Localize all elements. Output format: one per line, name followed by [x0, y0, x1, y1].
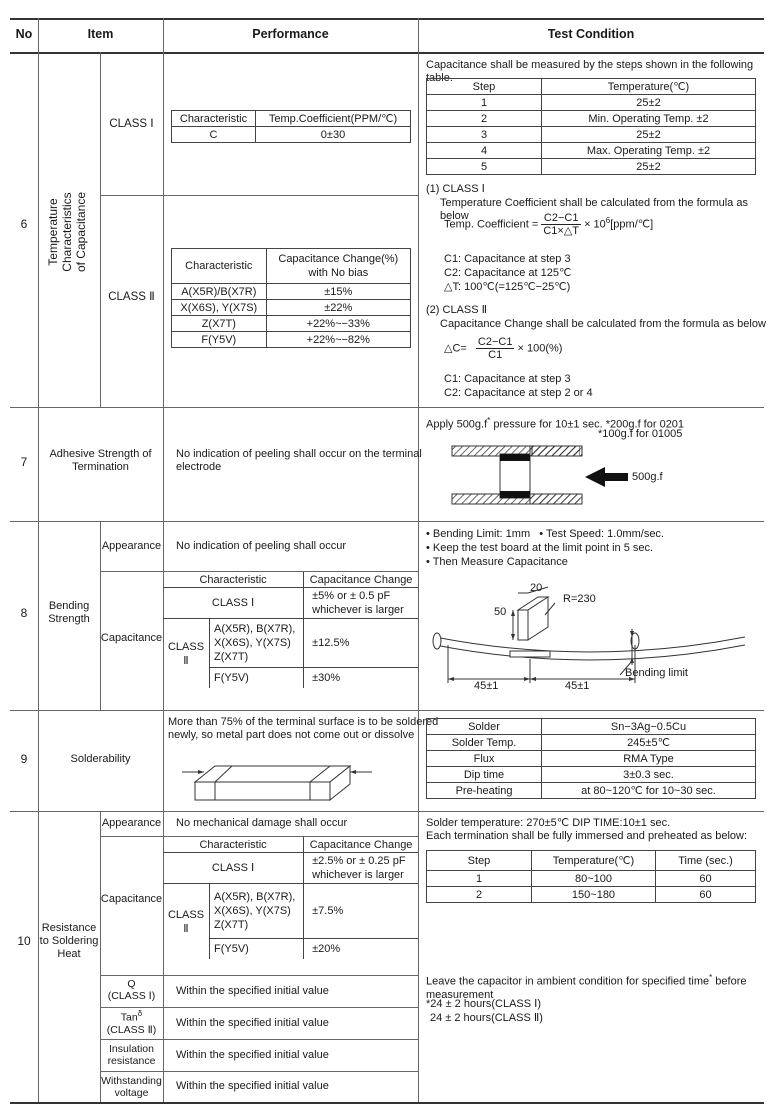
tc-denominator: C1×△T — [543, 225, 579, 237]
row6-class-divider — [100, 195, 418, 196]
td: 80~100 — [532, 871, 656, 887]
row6-class1-label: CLASS Ⅰ — [109, 118, 154, 130]
col-sep-performance — [418, 18, 419, 1102]
row10-tan-text: Within the specified initial value — [176, 1017, 329, 1029]
td: 25±2 — [542, 95, 756, 111]
tc-label: Temp. Coefficient = — [444, 218, 539, 231]
td: Flux — [427, 751, 542, 767]
bending-limit-label: Bending limit — [625, 667, 688, 679]
row6-intro: Capacitance shall be measured by the steps shown in the following table. — [426, 59, 754, 84]
th: Capacitance Change — [304, 837, 418, 853]
td: 245±5℃ — [542, 735, 756, 751]
row10-wv-text: Within the specified initial value — [176, 1080, 329, 1092]
cc-fraction — [476, 336, 515, 361]
td: ±15% — [266, 284, 410, 300]
row10-ins-text: Within the specified initial value — [176, 1049, 329, 1061]
td: 4 — [427, 143, 542, 159]
td: at 80~120℃ for 10~30 sec. — [542, 783, 756, 799]
td: 0±30 — [256, 127, 411, 143]
td: ±12.5% — [304, 619, 418, 668]
row6-class2-title: (2) CLASS Ⅱ — [426, 304, 488, 316]
tc-formula — [444, 212, 653, 237]
th: Capacitance Change — [304, 572, 418, 588]
td: Z(X7T) — [172, 316, 267, 332]
td: CLASS Ⅰ — [163, 588, 304, 619]
row8-item: Bending Strength — [48, 600, 90, 625]
row9-no: 9 — [20, 752, 28, 766]
td: Solder — [427, 719, 542, 735]
td: A(X5R), B(X7R), X(X6S), Y(X7S) Z(X7T) — [210, 884, 304, 939]
tc-numerator: C2−C1 — [541, 212, 581, 225]
td: 150~180 — [532, 887, 656, 903]
td: CLASS Ⅱ — [163, 884, 210, 960]
row6-class1-title: (1) CLASS Ⅰ — [426, 183, 485, 195]
td: +22%~−82% — [266, 332, 410, 348]
td: 25±2 — [542, 159, 756, 175]
row10-step-table — [426, 850, 756, 903]
row10-cap-table — [163, 837, 418, 959]
row10-ins-label: Insulation resistance — [107, 1043, 156, 1067]
row10-wv-label: Withstanding voltage — [101, 1075, 162, 1099]
td: 1 — [427, 871, 532, 887]
tan-label-a: Tan — [120, 1011, 138, 1024]
row10-appearance-label: Appearance — [101, 817, 162, 829]
td: A(X5R), B(X7R), X(X6S), Y(X7S) Z(X7T) — [210, 619, 304, 668]
row10-item: Resistance to Soldering Heat — [39, 922, 99, 960]
row10-tan-label — [100, 1008, 163, 1036]
td: F(Y5V) — [172, 332, 267, 348]
row9-solder-table — [426, 718, 756, 799]
td: ±30% — [304, 668, 418, 689]
row-sep-7-8 — [10, 521, 764, 522]
td: Pre-heating — [427, 783, 542, 799]
td: CLASS Ⅱ — [163, 619, 210, 689]
dim-45b: 45±1 — [565, 680, 590, 692]
dim-r: R=230 — [563, 593, 596, 605]
td: ±2.5% or ± 0.25 pF whichever is larger — [304, 853, 418, 884]
th: Characteristic — [163, 837, 304, 853]
row9-item: Solderability — [70, 753, 131, 765]
row6-class-sep — [100, 52, 101, 407]
cc-formula — [444, 336, 562, 361]
row6-c2-125: C2: Capacitance at 125℃ — [444, 267, 572, 279]
td: ±7.5% — [304, 884, 418, 939]
td: 3 — [427, 127, 542, 143]
row8-bullets2: • Keep the test board at the limit point in 5 sec. — [426, 542, 654, 554]
row10-ins-divider — [100, 1071, 418, 1072]
header-performance: Performance — [252, 27, 329, 41]
th: Characteristic — [163, 572, 304, 588]
td: RMA Type — [542, 751, 756, 767]
td: Sn−3Ag−0.5Cu — [542, 719, 756, 735]
row7-test-line2: *100g.f for 01005 — [598, 428, 683, 440]
row6-class1-table — [171, 110, 411, 143]
dim-20: 20 — [530, 582, 543, 594]
td: F(Y5V) — [210, 668, 304, 689]
th: Temperature(℃) — [532, 851, 656, 871]
row8-no: 8 — [20, 606, 28, 620]
tc-suffix: × 10 — [584, 218, 606, 231]
row6-class2-desc: Capacitance Change shall be calculated from the formula as below — [440, 318, 766, 330]
row10-no: 10 — [17, 934, 31, 948]
row6-class2-table — [171, 248, 411, 348]
row7-test-line1-a: Apply 500g.f — [426, 418, 488, 431]
th: Step — [427, 79, 542, 95]
cc-suffix: × 100(%) — [517, 342, 563, 355]
row10-hours1: *24 ± 2 hours(CLASS Ⅰ) — [426, 998, 542, 1010]
row6-c2-step24: C2: Capacitance at step 2 or 4 — [444, 387, 593, 399]
row10-q-text: Within the specified initial value — [176, 985, 329, 997]
td: 3±0.3 sec. — [542, 767, 756, 783]
row10-leave-b: before measurement — [426, 975, 747, 1001]
row9-performance: More than 75% of the terminal surface is to be soldered newly, so metal part does not come out or dissolve — [168, 716, 439, 741]
th: Temp.Coefficient(PPM/℃) — [256, 111, 411, 127]
row7-force-label: 500g.f — [632, 471, 663, 483]
row-sep-6-7 — [10, 407, 764, 408]
td: +22%~−33% — [266, 316, 410, 332]
row6-no: 6 — [20, 217, 28, 231]
header-bottom-border — [10, 52, 764, 54]
td: 1 — [427, 95, 542, 111]
td: ±5% or ± 0.5 pF whichever is larger — [304, 588, 418, 619]
th: Step — [427, 851, 532, 871]
row6-c1-step3-b: C1: Capacitance at step 3 — [444, 373, 571, 385]
row10-cap-divider — [100, 975, 418, 976]
td: ±22% — [266, 300, 410, 316]
row6-c1-step3: C1: Capacitance at step 3 — [444, 253, 571, 265]
cc-label: △C= — [444, 342, 467, 355]
row6-class1-desc: Temperature Coefficient shall be calculated from the formula as below — [440, 197, 748, 222]
td: Solder Temp. — [427, 735, 542, 751]
header-no: No — [15, 27, 33, 41]
row8-bullets1: • Bending Limit: 1mm • Test Speed: 1.0mm/sec. — [426, 528, 664, 540]
row-sep-8-9 — [10, 710, 764, 711]
row8-appearance-text: No indication of peeling shall occur — [176, 540, 346, 552]
td: 2 — [427, 887, 532, 903]
td: Min. Operating Temp. ±2 — [542, 111, 756, 127]
row10-capacitance-label: Capacitance — [100, 893, 163, 905]
row7-performance: No indication of peeling shall occur on the terminal electrode — [176, 448, 422, 473]
td: 5 — [427, 159, 542, 175]
td: Max. Operating Temp. ±2 — [542, 143, 756, 159]
row8-capacitance-label: Capacitance — [100, 632, 163, 644]
row10-tan-divider — [100, 1039, 418, 1040]
td: ±20% — [304, 939, 418, 960]
row7-no: 7 — [20, 455, 28, 469]
dim-50: 50 — [494, 606, 507, 618]
row6-dt: △T: 100℃(=125℃−25℃) — [444, 281, 571, 293]
row10-test-line1: Solder temperature: 270±5℃ DIP TIME:10±1 sec. — [426, 817, 671, 829]
td: F(Y5V) — [210, 939, 304, 960]
tc-unit: [ppm/℃] — [610, 218, 654, 231]
cc-numerator: C2−C1 — [477, 336, 513, 348]
td: 60 — [656, 871, 756, 887]
row7-test-line1-b: pressure for 10±1 sec. *200g.f for 0201 — [490, 418, 685, 431]
dim-45a: 45±1 — [474, 680, 499, 692]
row10-hours2: 24 ± 2 hours(CLASS Ⅱ) — [430, 1012, 543, 1024]
tc-exponent: 6 — [605, 215, 611, 225]
row10-leave: Leave the capacitor in ambient condition for specified time* before measurement — [426, 973, 747, 1001]
row-sep-9-10 — [10, 811, 764, 812]
tan-label-sup: δ — [137, 1009, 143, 1018]
cc-denominator: C1 — [488, 349, 503, 361]
td: 60 — [656, 887, 756, 903]
row8-bullets3: • Then Measure Capacitance — [426, 556, 568, 568]
row10-appearance-text: No mechanical damage shall occur — [176, 817, 348, 829]
header-item: Item — [87, 27, 114, 41]
td: C — [172, 127, 256, 143]
td: Dip time — [427, 767, 542, 783]
row6-step-table — [426, 78, 756, 175]
td: A(X5R)/B(X7R) — [172, 284, 267, 300]
tc-fraction — [541, 212, 581, 237]
row6-item: Temperature Characteristics of Capacitance — [46, 191, 88, 273]
table-bottom-border — [10, 1102, 764, 1104]
tan-label-b: (CLASS Ⅱ) — [106, 1023, 157, 1036]
table-top-border — [10, 18, 764, 20]
td: CLASS Ⅰ — [163, 853, 304, 884]
row6-class2-label: CLASS Ⅱ — [108, 291, 155, 303]
row7-test-line1: Apply 500g.f* pressure for 10±1 sec. *200g.f for 0201 — [426, 416, 685, 431]
td: 2 — [427, 111, 542, 127]
row10-leave-a: Leave the capacitor in ambient condition for specified time — [426, 975, 710, 988]
solder-chip-diagram — [180, 746, 380, 806]
row10-test-line2: Each termination shall be fully immersed and preheated as below: — [426, 830, 748, 842]
th: Capacitance Change(%) with No bias — [266, 249, 410, 284]
adhesion-diagram — [440, 440, 760, 510]
th: Characteristic — [172, 111, 256, 127]
row8-appearance-label: Appearance — [101, 540, 162, 552]
row8-cap-table — [163, 572, 418, 688]
row7-item: Adhesive Strength of Termination — [49, 448, 152, 473]
header-test-condition: Test Condition — [547, 27, 635, 41]
td: X(X6S), Y(X7S) — [172, 300, 267, 316]
row10-q-label: Q (CLASS Ⅰ) — [107, 978, 156, 1002]
th: Characteristic — [172, 249, 267, 284]
td: 25±2 — [542, 127, 756, 143]
th: Temperature(℃) — [542, 79, 756, 95]
th: Time (sec.) — [656, 851, 756, 871]
